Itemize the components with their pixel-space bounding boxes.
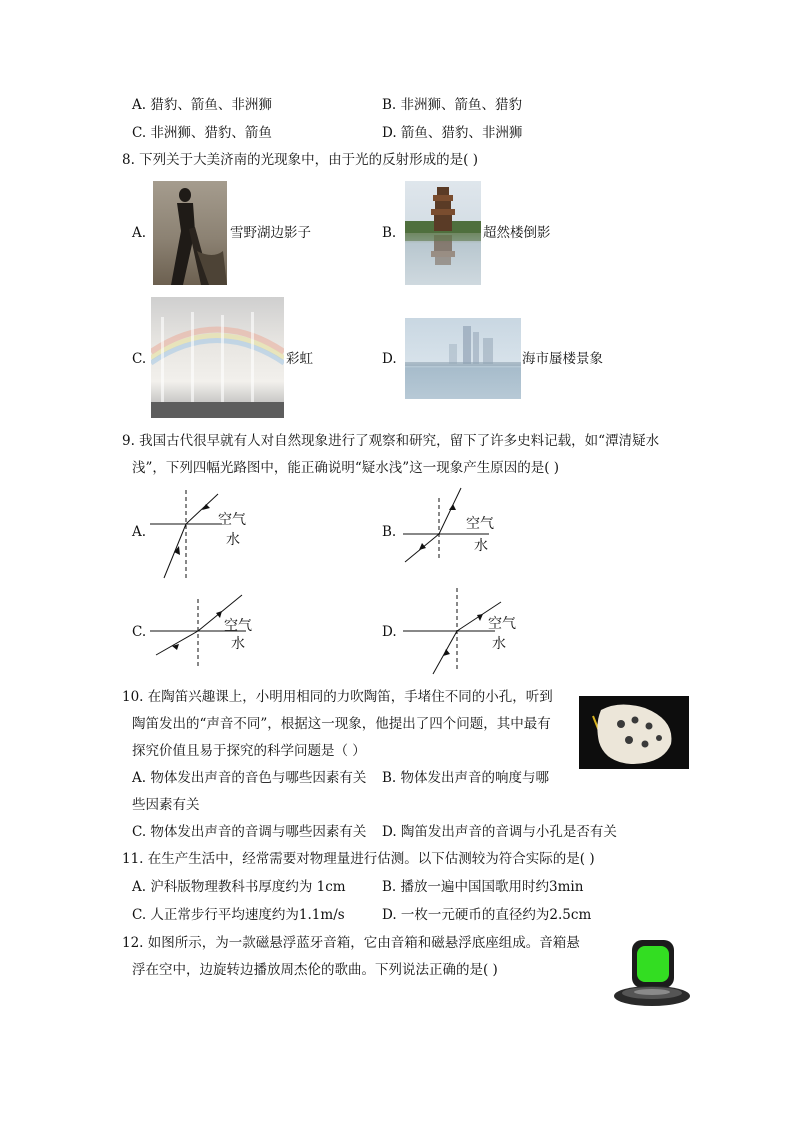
q7-option-b: B. 非洲狮、箭鱼、猎豹 bbox=[382, 97, 523, 113]
q11-option-b: B. 播放一遍中国国歌用时约3min bbox=[382, 879, 584, 895]
ray-diagram-b bbox=[403, 488, 523, 568]
q8-option-a-label: A. bbox=[132, 225, 147, 241]
pavilion-reflection-photo bbox=[405, 181, 481, 285]
q10-option-b: B. 物体发出声音的响度与哪 bbox=[382, 770, 550, 786]
q11-option-c: C. 人正常步行平均速度约为1.1m/s bbox=[132, 907, 345, 923]
q9-stem-line1: 9. 我国古代很早就有人对自然现象进行了观察和研究，留下了许多史料记载，如“潭清疑水 bbox=[122, 433, 660, 449]
q10-stem-line3: 探究价值且易于探究的科学问题是（ ） bbox=[132, 743, 366, 759]
q8-option-c-text: 彩虹 bbox=[286, 351, 313, 367]
air-label-b: 空气 bbox=[466, 516, 494, 532]
air-label-d: 空气 bbox=[488, 616, 516, 632]
ocarina-photo bbox=[579, 696, 689, 769]
q9-option-b-label: B. bbox=[382, 524, 397, 540]
q8-option-b-label: B. bbox=[382, 225, 397, 241]
q9-option-d-label: D. bbox=[382, 624, 397, 640]
q8-option-a-text: 雪野湖边影子 bbox=[230, 225, 311, 241]
q8-option-d-label: D. bbox=[382, 351, 397, 367]
q9-option-a-label: A. bbox=[132, 524, 147, 540]
q8-option-c-label: C. bbox=[132, 351, 147, 367]
rainbow-fountain-photo bbox=[151, 297, 284, 418]
q11-stem: 11. 在生产生活中，经常需要对物理量进行估测。以下估测较为符合实际的是( ) bbox=[122, 851, 595, 867]
q7-option-a: A. 猎豹、箭鱼、非洲狮 bbox=[132, 97, 272, 113]
q10-stem-line1: 10. 在陶笛兴趣课上，小明用相同的力吹陶笛，手堵住不同的小孔，听到 bbox=[122, 689, 553, 705]
q7-option-d: D. 箭鱼、猎豹、非洲狮 bbox=[382, 125, 523, 141]
q7-option-c: C. 非洲狮、猎豹、箭鱼 bbox=[132, 125, 272, 141]
q11-option-a: A. 沪科版物理教科书厚度约为 1cm bbox=[132, 879, 346, 895]
ray-diagram-a bbox=[150, 490, 270, 580]
ray-diagram-c bbox=[150, 593, 270, 673]
q12-stem-line2: 浮在空中，边旋转边播放周杰伦的歌曲。下列说法正确的是( ) bbox=[132, 962, 498, 978]
ray-diagram-d bbox=[403, 588, 523, 678]
q9-stem-line2: 浅”，下列四幅光路图中，能正确说明“疑水浅”这一现象产生原因的是( ) bbox=[132, 460, 560, 476]
water-label-a: 水 bbox=[226, 532, 240, 548]
air-label-c: 空气 bbox=[224, 618, 252, 634]
water-label-d: 水 bbox=[492, 636, 506, 652]
water-label-b: 水 bbox=[474, 538, 488, 554]
water-label-c: 水 bbox=[231, 636, 245, 652]
q11-option-d: D. 一枚一元硬币的直径约为2.5cm bbox=[382, 907, 592, 923]
q12-stem-line1: 12. 如图所示，为一款磁悬浮蓝牙音箱，它由音箱和磁悬浮底座组成。音箱悬 bbox=[122, 935, 580, 951]
levitating-speaker-photo bbox=[612, 940, 692, 1012]
q10-option-a: A. 物体发出声音的音色与哪些因素有关 bbox=[132, 770, 367, 786]
q10-stem-line2: 陶笛发出的“声音不同”，根据这一现象，他提出了四个问题，其中最有 bbox=[132, 716, 551, 732]
q9-option-c-label: C. bbox=[132, 624, 147, 640]
mirage-photo bbox=[405, 318, 521, 399]
q8-stem: 8. 下列关于大美济南的光现象中，由于光的反射形成的是( ) bbox=[122, 152, 478, 168]
air-label-a: 空气 bbox=[218, 512, 246, 528]
shadow-photo bbox=[153, 181, 227, 285]
q10-option-c: C. 物体发出声音的音调与哪些因素有关 bbox=[132, 824, 367, 840]
q8-option-b-text: 超然楼倒影 bbox=[483, 225, 551, 241]
q10-option-d: D. 陶笛发出声音的音调与小孔是否有关 bbox=[382, 824, 617, 840]
q10-option-b-continued: 些因素有关 bbox=[132, 797, 200, 813]
q8-option-d-text: 海市蜃楼景象 bbox=[522, 351, 603, 367]
